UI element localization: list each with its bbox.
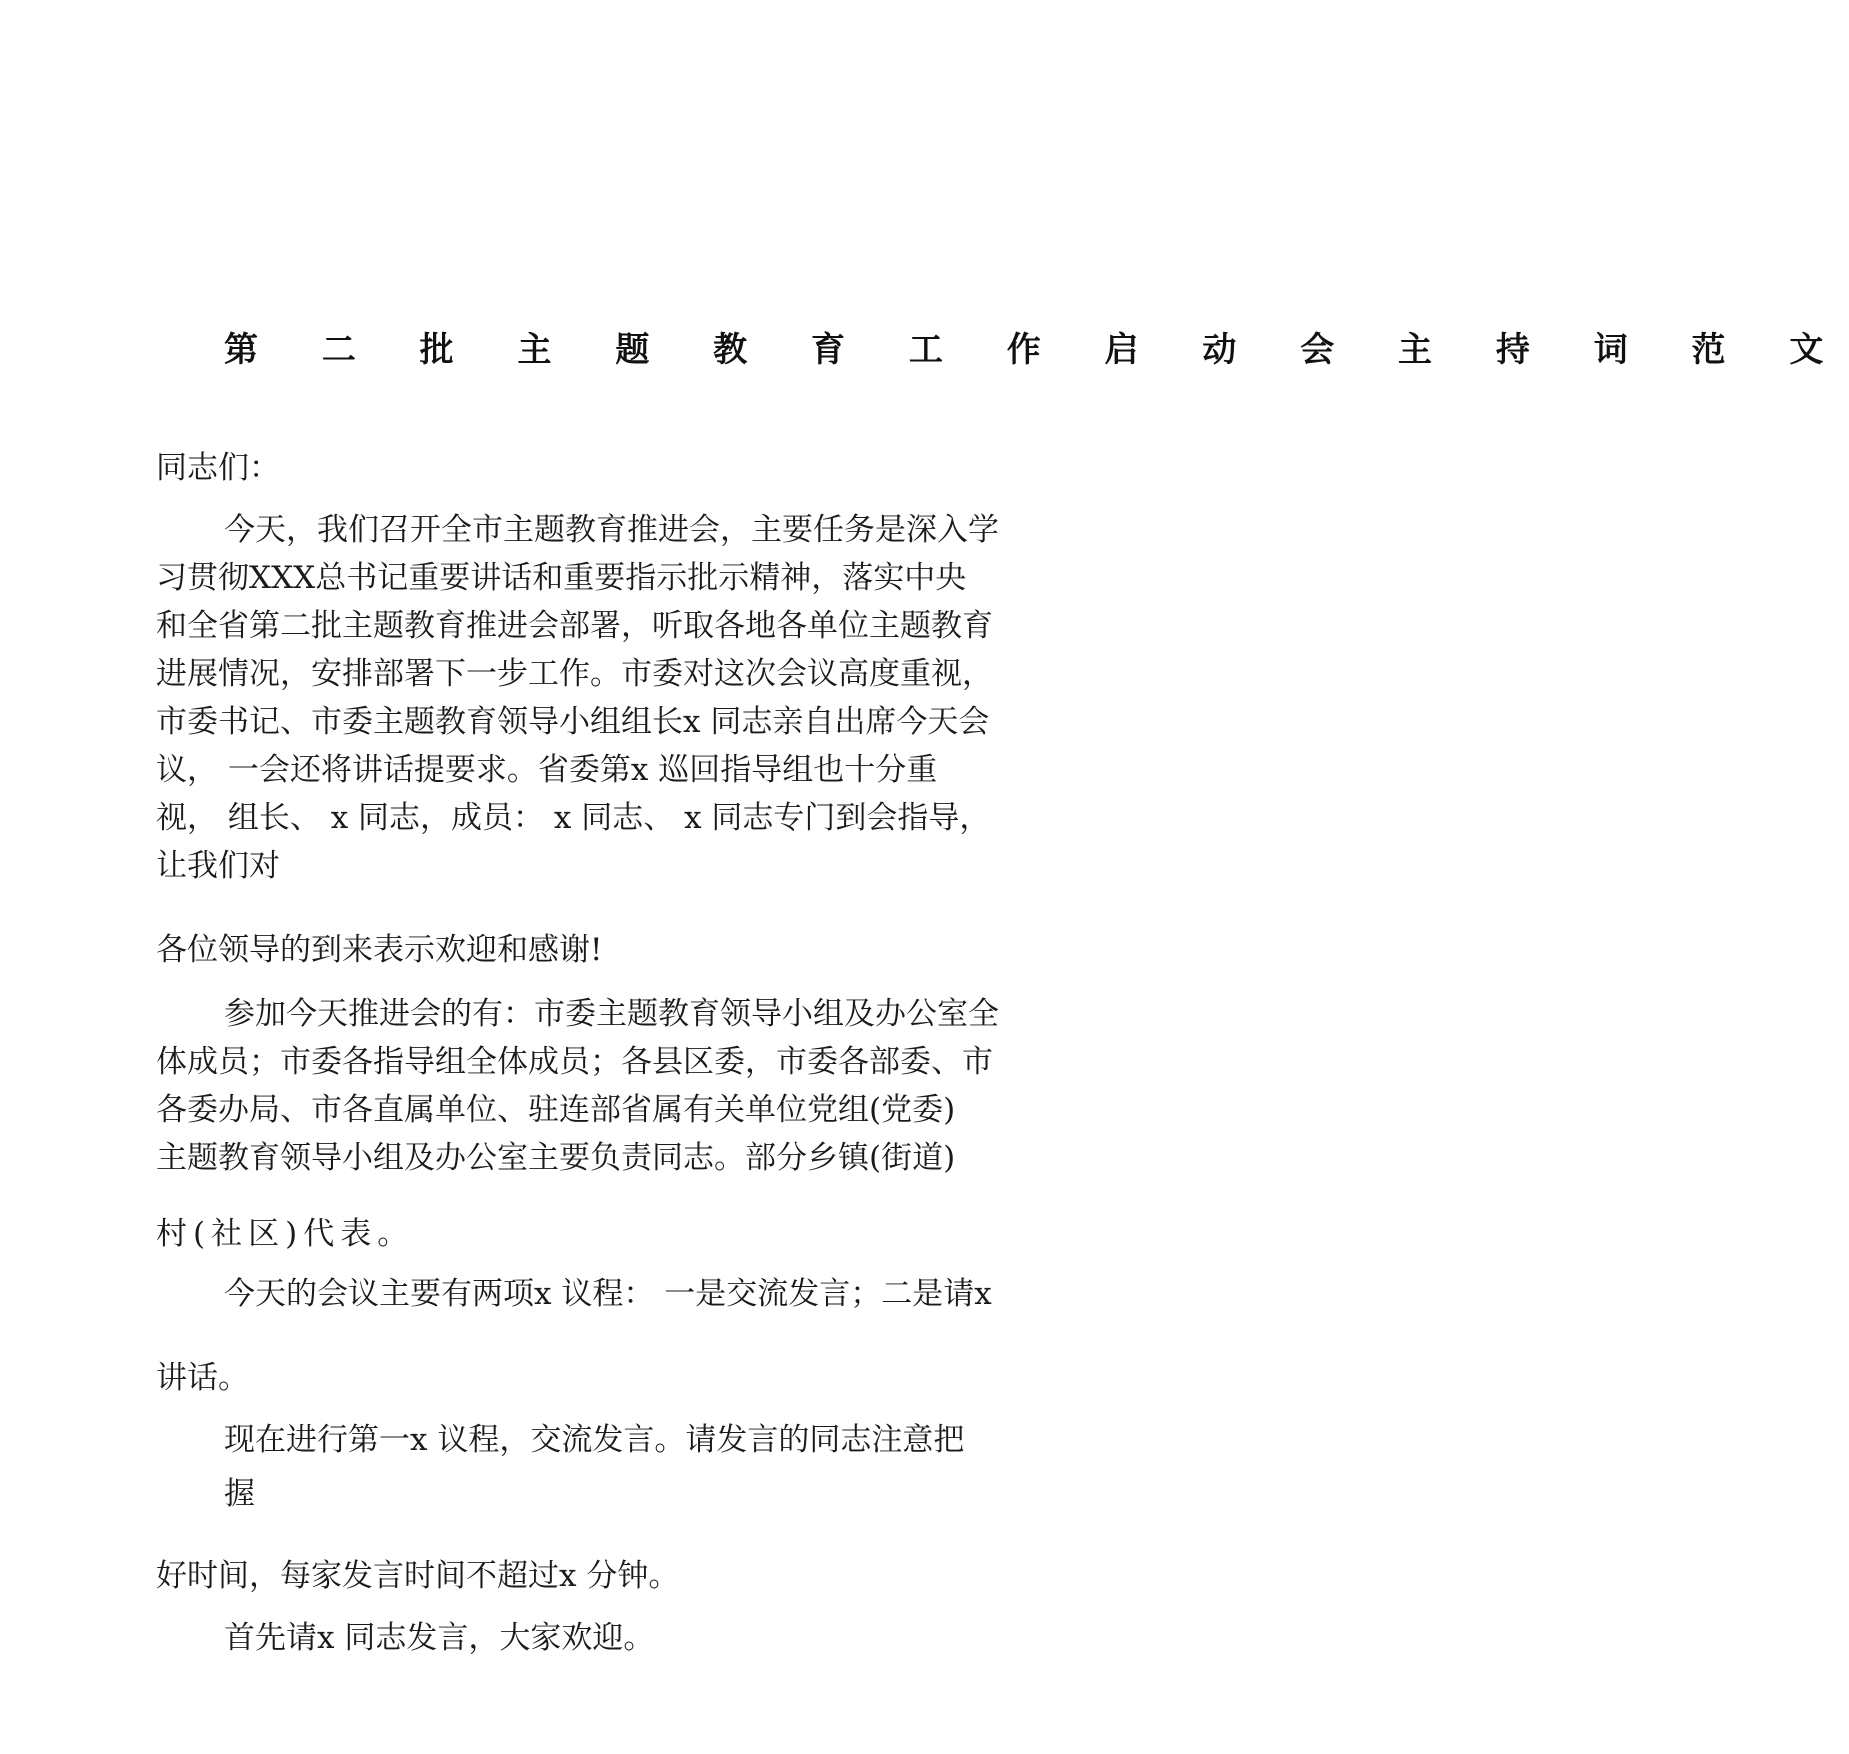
- paragraph-line: 市委书记、市委主题教育领导小组组长x 同志亲自出席今天会: [156, 704, 990, 740]
- paragraph-line: 现在进行第一x 议程，交流发言。请发言的同志注意把: [224, 1422, 965, 1458]
- salutation: 同志们：: [156, 450, 280, 486]
- paragraph-line: 议， 一会还将讲话提要求。省委第x 巡回指导组也十分重: [156, 752, 938, 788]
- paragraph-line: 村(社区)代表。: [156, 1216, 415, 1252]
- paragraph-line: 习贯彻XXX总书记重要讲话和重要指示批示精神，落实中央: [156, 560, 967, 596]
- paragraph-line: 体成员；市委各指导组全体成员；各县区委，市委各部委、市: [156, 1044, 993, 1080]
- paragraph-line: 今天，我们召开全市主题教育推进会，主要任务是深入学: [224, 512, 999, 548]
- paragraph-line: 视， 组长、 x 同志，成员： x 同志、 x 同志专门到会指导，: [156, 800, 991, 836]
- paragraph-line: 进展情况，安排部署下一步工作。市委对这次会议高度重视，: [156, 656, 993, 692]
- paragraph-line: 各委办局、市各直属单位、驻连部省属有关单位党组(党委): [156, 1092, 956, 1128]
- paragraph-line: 讲话。: [156, 1360, 249, 1396]
- paragraph-line: 好时间，每家发言时间不超过x 分钟。: [156, 1558, 680, 1594]
- paragraph-line: 主题教育领导小组及办公室主要负责同志。部分乡镇(街道): [156, 1140, 956, 1176]
- paragraph-line: 首先请x 同志发言，大家欢迎。: [224, 1620, 655, 1656]
- paragraph-line: 握: [224, 1476, 255, 1512]
- paragraph-line: 今天的会议主要有两项x 议程： 一是交流发言；二是请x: [224, 1276, 992, 1312]
- paragraph-line: 和全省第二批主题教育推进会部署，听取各地各单位主题教育: [156, 608, 993, 644]
- document-title: 第 二 批 主 题 教 育 工 作 启 动 会 主 持 词 范 文: [224, 330, 1849, 370]
- paragraph-line: 各位领导的到来表示欢迎和感谢!: [156, 932, 603, 968]
- paragraph-line: 参加今天推进会的有：市委主题教育领导小组及办公室全: [224, 996, 999, 1032]
- paragraph-line: 让我们对: [156, 848, 280, 884]
